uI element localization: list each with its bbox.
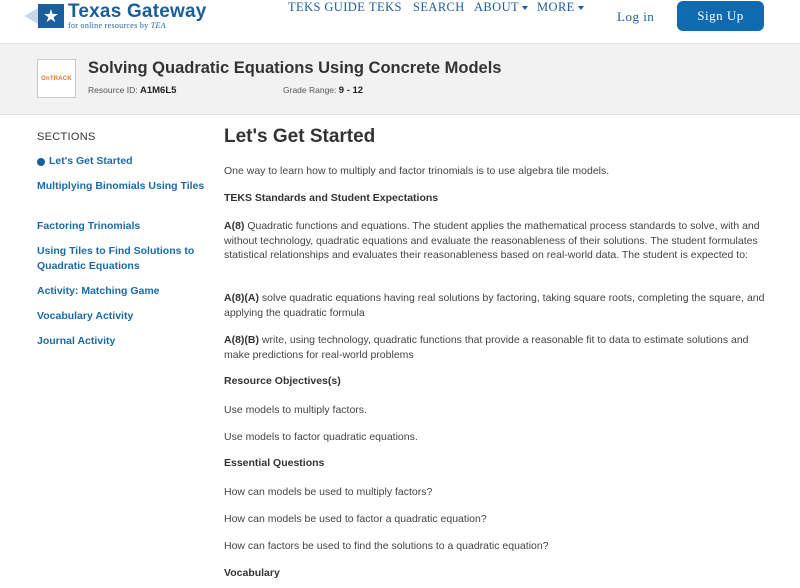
sidebar-item-multiplying-binomials[interactable]: Multiplying Binomials Using Tiles — [37, 180, 205, 192]
nav-search[interactable]: SEARCH — [413, 0, 465, 14]
texas-star-icon: ★ — [38, 4, 64, 28]
nav-more[interactable]: MORE — [537, 0, 584, 15]
sidebar-heading: SECTIONS — [37, 131, 96, 143]
standard-a8a: A(8)(A) solve quadratic equations having real solutions by factoring, taking square roots, completing the square, and applying the quadratic formula — [224, 292, 765, 319]
sidebar-item-vocabulary-activity[interactable]: Vocabulary Activity — [37, 310, 134, 322]
login-link[interactable]: Log in — [617, 9, 655, 24]
question-item: How can factors be used to find the solutions to a quadratic equation? — [224, 540, 549, 552]
resource-thumbnail: OnTRACK — [37, 59, 76, 98]
intro-text: One way to learn how to multiply and factor trinomials is to use algebra tile models. — [224, 165, 610, 177]
chevron-down-icon — [578, 6, 584, 10]
objectives-heading: Resource Objectives(s) — [224, 375, 341, 387]
vocabulary-heading: Vocabulary — [224, 567, 280, 579]
logo-title: Texas Gateway — [68, 1, 207, 22]
objective-item: Use models to multiply factors. — [224, 404, 367, 416]
question-item: How can models be used to multiply factors? — [224, 486, 433, 498]
resource-header — [0, 44, 800, 115]
standard-a8: A(8) Quadratic functions and equations. The student applies the mathematical process standards to solve, with and without technology, quadratic equations and evaluate the reasonableness of their solutions. The student formulates statistical relationships and evaluates their reasonableness based on real-world data. The student is expected to: — [224, 220, 760, 261]
sidebar-item-matching-game[interactable]: Activity: Matching Game — [37, 285, 160, 297]
texas-gateway-logo[interactable] — [38, 2, 207, 30]
logo-subtitle: for online resources by TEA — [68, 21, 166, 30]
top-navigation-bar — [0, 0, 800, 44]
resource-title: Solving Quadratic Equations Using Concrete Models — [88, 59, 502, 77]
sidebar-item-journal-activity[interactable]: Journal Activity — [37, 335, 116, 347]
sections-sidebar — [37, 131, 207, 347]
objective-item: Use models to factor quadratic equations. — [224, 431, 418, 443]
section-title: Let's Get Started — [224, 126, 376, 147]
nav-teks[interactable]: TEKS — [369, 0, 402, 14]
sidebar-item-lets-get-started[interactable]: Let's Get Started — [37, 154, 207, 169]
question-item: How can models be used to factor a quadratic equation? — [224, 513, 487, 525]
chevron-down-icon — [522, 6, 528, 10]
signup-button[interactable]: Sign Up — [677, 1, 764, 31]
standard-a8b: A(8)(B) write, using technology, quadratic functions that provide a reasonable fit to data to estimate solutions and make predictions for real-world problems — [224, 334, 749, 361]
active-bullet-icon — [37, 158, 45, 166]
nav-about[interactable]: ABOUT — [474, 0, 528, 15]
sidebar-item-using-tiles[interactable]: Using Tiles to Find Solutions to Quadratic Equations — [37, 245, 195, 272]
resource-id: Resource ID: A1M6L5 — [88, 85, 177, 96]
teks-heading: TEKS Standards and Student Expectations — [224, 192, 439, 204]
grade-range: Grade Range: 9 - 12 — [283, 85, 364, 96]
essential-questions-heading: Essential Questions — [224, 457, 325, 469]
nav-teks-guide[interactable]: TEKS GUIDE — [288, 0, 366, 14]
sidebar-item-factoring-trinomials[interactable]: Factoring Trinomials — [37, 220, 141, 232]
